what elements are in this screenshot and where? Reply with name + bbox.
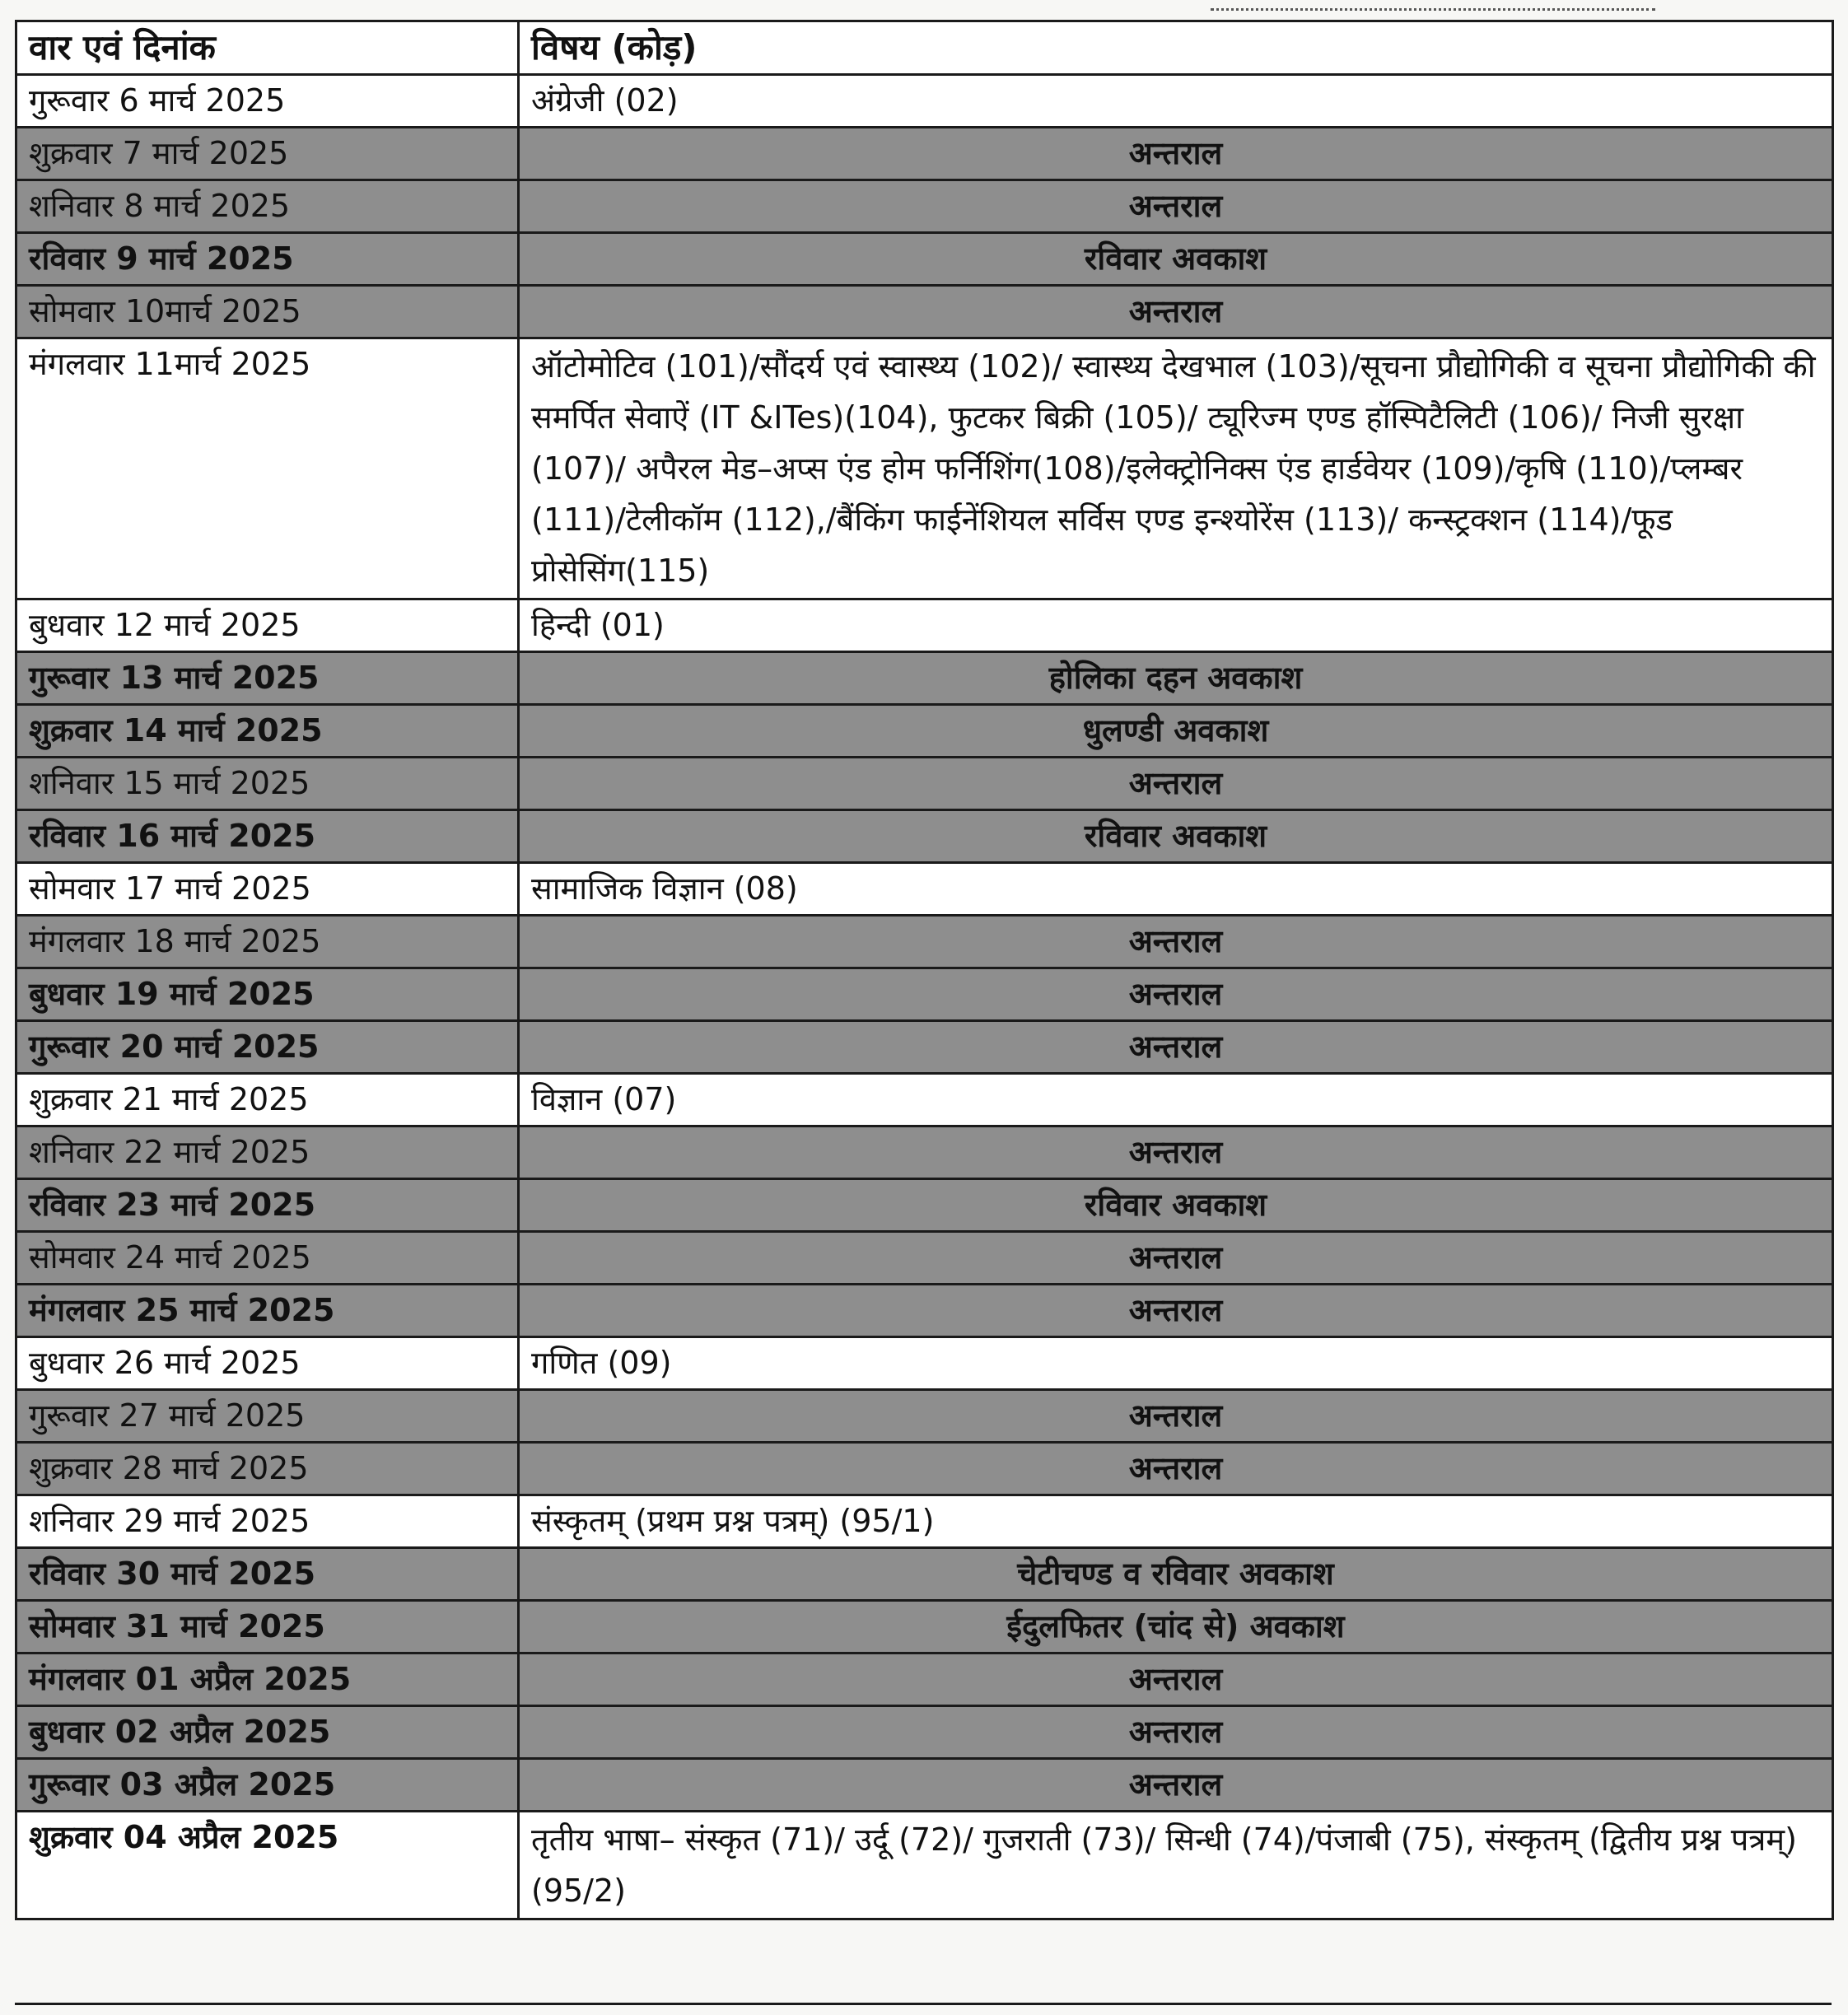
- table-row: [16, 810, 1833, 863]
- row-date: बुधवार 12 मार्च 2025: [16, 599, 519, 652]
- row-date: सोमवार 31 मार्च 2025: [16, 1601, 519, 1654]
- header-row: [16, 21, 1833, 75]
- table-row: [16, 1021, 1833, 1074]
- bottom-border: [15, 2003, 1832, 2005]
- row-break-label: होलिका दहन अवकाश: [519, 652, 1833, 705]
- table-row: [16, 1390, 1833, 1443]
- table-row: [16, 1074, 1833, 1126]
- table-row: [16, 1179, 1833, 1232]
- row-date: रविवार 16 मार्च 2025: [16, 810, 519, 863]
- row-subject: विज्ञान (07): [519, 1074, 1833, 1126]
- row-break-label: ईदुलफितर (चांद से) अवकाश: [519, 1601, 1833, 1654]
- table-row: [16, 705, 1833, 758]
- row-date: शनिवार 22 मार्च 2025: [16, 1126, 519, 1179]
- row-date: मंगलवार 11मार्च 2025: [16, 338, 519, 599]
- table-row: [16, 1495, 1833, 1548]
- row-break-label: रविवार अवकाश: [519, 810, 1833, 863]
- timetable-table: [15, 20, 1834, 1920]
- table-row: [16, 1443, 1833, 1495]
- cut-off-header-text: [1211, 0, 1655, 11]
- row-date: गुरूवार 03 अप्रैल 2025: [16, 1759, 519, 1812]
- row-break-label: अन्तराल: [519, 1706, 1833, 1759]
- table-row: [16, 1548, 1833, 1601]
- table-row: [16, 1759, 1833, 1812]
- row-break-label: अन्तराल: [519, 1654, 1833, 1706]
- row-break-label: अन्तराल: [519, 1232, 1833, 1285]
- row-date: बुधवार 19 मार्च 2025: [16, 968, 519, 1021]
- row-break-label: अन्तराल: [519, 1021, 1833, 1074]
- row-date: रविवार 23 मार्च 2025: [16, 1179, 519, 1232]
- table-row: [16, 652, 1833, 705]
- row-break-label: अन्तराल: [519, 916, 1833, 968]
- table-row: [16, 1285, 1833, 1337]
- table-row: [16, 233, 1833, 286]
- row-break-label: अन्तराल: [519, 128, 1833, 180]
- row-date: शनिवार 29 मार्च 2025: [16, 1495, 519, 1548]
- table-row: [16, 75, 1833, 128]
- table-row: [16, 180, 1833, 233]
- row-subject: संस्कृतम् (प्रथम प्रश्न पत्रम्) (95/1): [519, 1495, 1833, 1548]
- table-row: [16, 599, 1833, 652]
- row-date: शुक्रवार 14 मार्च 2025: [16, 705, 519, 758]
- row-break-label: अन्तराल: [519, 968, 1833, 1021]
- row-date: मंगलवार 25 मार्च 2025: [16, 1285, 519, 1337]
- table-row: [16, 1812, 1833, 1919]
- timetable-container: [15, 20, 1832, 1920]
- row-subject: सामाजिक विज्ञान (08): [519, 863, 1833, 916]
- row-subject: हिन्दी (01): [519, 599, 1833, 652]
- row-date: गुरूवार 27 मार्च 2025: [16, 1390, 519, 1443]
- row-break-label: अन्तराल: [519, 758, 1833, 810]
- row-date: गुरूवार 13 मार्च 2025: [16, 652, 519, 705]
- row-break-label: चेटीचण्ड व रविवार अवकाश: [519, 1548, 1833, 1601]
- row-break-label: अन्तराल: [519, 1285, 1833, 1337]
- table-row: [16, 916, 1833, 968]
- row-date: बुधवार 02 अप्रैल 2025: [16, 1706, 519, 1759]
- row-break-label: धुलण्डी अवकाश: [519, 705, 1833, 758]
- row-break-label: रविवार अवकाश: [519, 1179, 1833, 1232]
- row-date: सोमवार 10मार्च 2025: [16, 286, 519, 338]
- row-date: मंगलवार 18 मार्च 2025: [16, 916, 519, 968]
- timetable-body: [16, 75, 1833, 1919]
- row-subject: ऑटोमोटिव (101)/सौंदर्य एवं स्वास्थ्य (102)/ स्वास्थ्य देखभाल (103)/सूचना प्रौद्योगिकी व सूचना प्रौद्योगिकी की समर्पित सेवाऐं (IT &ITes)(104), फुटकर बिक्री (105)/ ट्यूरिज्म एण्ड हॉस्पिटैलिटी (106)/ निजी सुरक्षा (107)/ अपैरल मेड–अप्स एंड होम फर्निशिंग(108)/इलेक्ट्रोनिक्स एंड हार्डवेयर (109)/कृषि (110)/प्लम्बर (111)/टेलीकॉम (112),/बैंकिंग फाईनेंशियल सर्विस एण्ड इन्श्योरेंस (113)/ कन्स्ट्रक्शन (114)/फूड प्रोसेसिंग(115): [519, 338, 1833, 599]
- row-break-label: अन्तराल: [519, 1443, 1833, 1495]
- row-date: बुधवार 26 मार्च 2025: [16, 1337, 519, 1390]
- table-row: [16, 1654, 1833, 1706]
- row-date: शुक्रवार 21 मार्च 2025: [16, 1074, 519, 1126]
- row-subject: तृतीय भाषा– संस्कृत (71)/ उर्दू (72)/ गुजराती (73)/ सिन्धी (74)/पंजाबी (75), संस्कृतम् (द्वितीय प्रश्न पत्रम्) (95/2): [519, 1812, 1833, 1919]
- row-date: मंगलवार 01 अप्रैल 2025: [16, 1654, 519, 1706]
- row-break-label: अन्तराल: [519, 286, 1833, 338]
- row-date: सोमवार 24 मार्च 2025: [16, 1232, 519, 1285]
- row-date: सोमवार 17 मार्च 2025: [16, 863, 519, 916]
- row-date: शुक्रवार 04 अप्रैल 2025: [16, 1812, 519, 1919]
- table-row: [16, 1337, 1833, 1390]
- row-date: गुरूवार 20 मार्च 2025: [16, 1021, 519, 1074]
- table-row: [16, 1601, 1833, 1654]
- row-date: शुक्रवार 28 मार्च 2025: [16, 1443, 519, 1495]
- table-row: [16, 128, 1833, 180]
- table-row: [16, 1126, 1833, 1179]
- row-subject: गणित (09): [519, 1337, 1833, 1390]
- table-row: [16, 1232, 1833, 1285]
- header-date: वार एवं दिनांक: [16, 21, 519, 75]
- row-date: शनिवार 15 मार्च 2025: [16, 758, 519, 810]
- table-row: [16, 968, 1833, 1021]
- row-break-label: अन्तराल: [519, 1390, 1833, 1443]
- table-row: [16, 338, 1833, 599]
- row-date: रविवार 30 मार्च 2025: [16, 1548, 519, 1601]
- header-subject: विषय (कोड़): [519, 21, 1833, 75]
- row-break-label: रविवार अवकाश: [519, 233, 1833, 286]
- row-break-label: अन्तराल: [519, 1759, 1833, 1812]
- row-break-label: अन्तराल: [519, 1126, 1833, 1179]
- row-subject: अंग्रेजी (02): [519, 75, 1833, 128]
- table-row: [16, 758, 1833, 810]
- row-date: रविवार 9 मार्च 2025: [16, 233, 519, 286]
- row-date: गुरूवार 6 मार्च 2025: [16, 75, 519, 128]
- row-date: शनिवार 8 मार्च 2025: [16, 180, 519, 233]
- table-row: [16, 286, 1833, 338]
- table-row: [16, 863, 1833, 916]
- row-date: शुक्रवार 7 मार्च 2025: [16, 128, 519, 180]
- table-row: [16, 1706, 1833, 1759]
- row-break-label: अन्तराल: [519, 180, 1833, 233]
